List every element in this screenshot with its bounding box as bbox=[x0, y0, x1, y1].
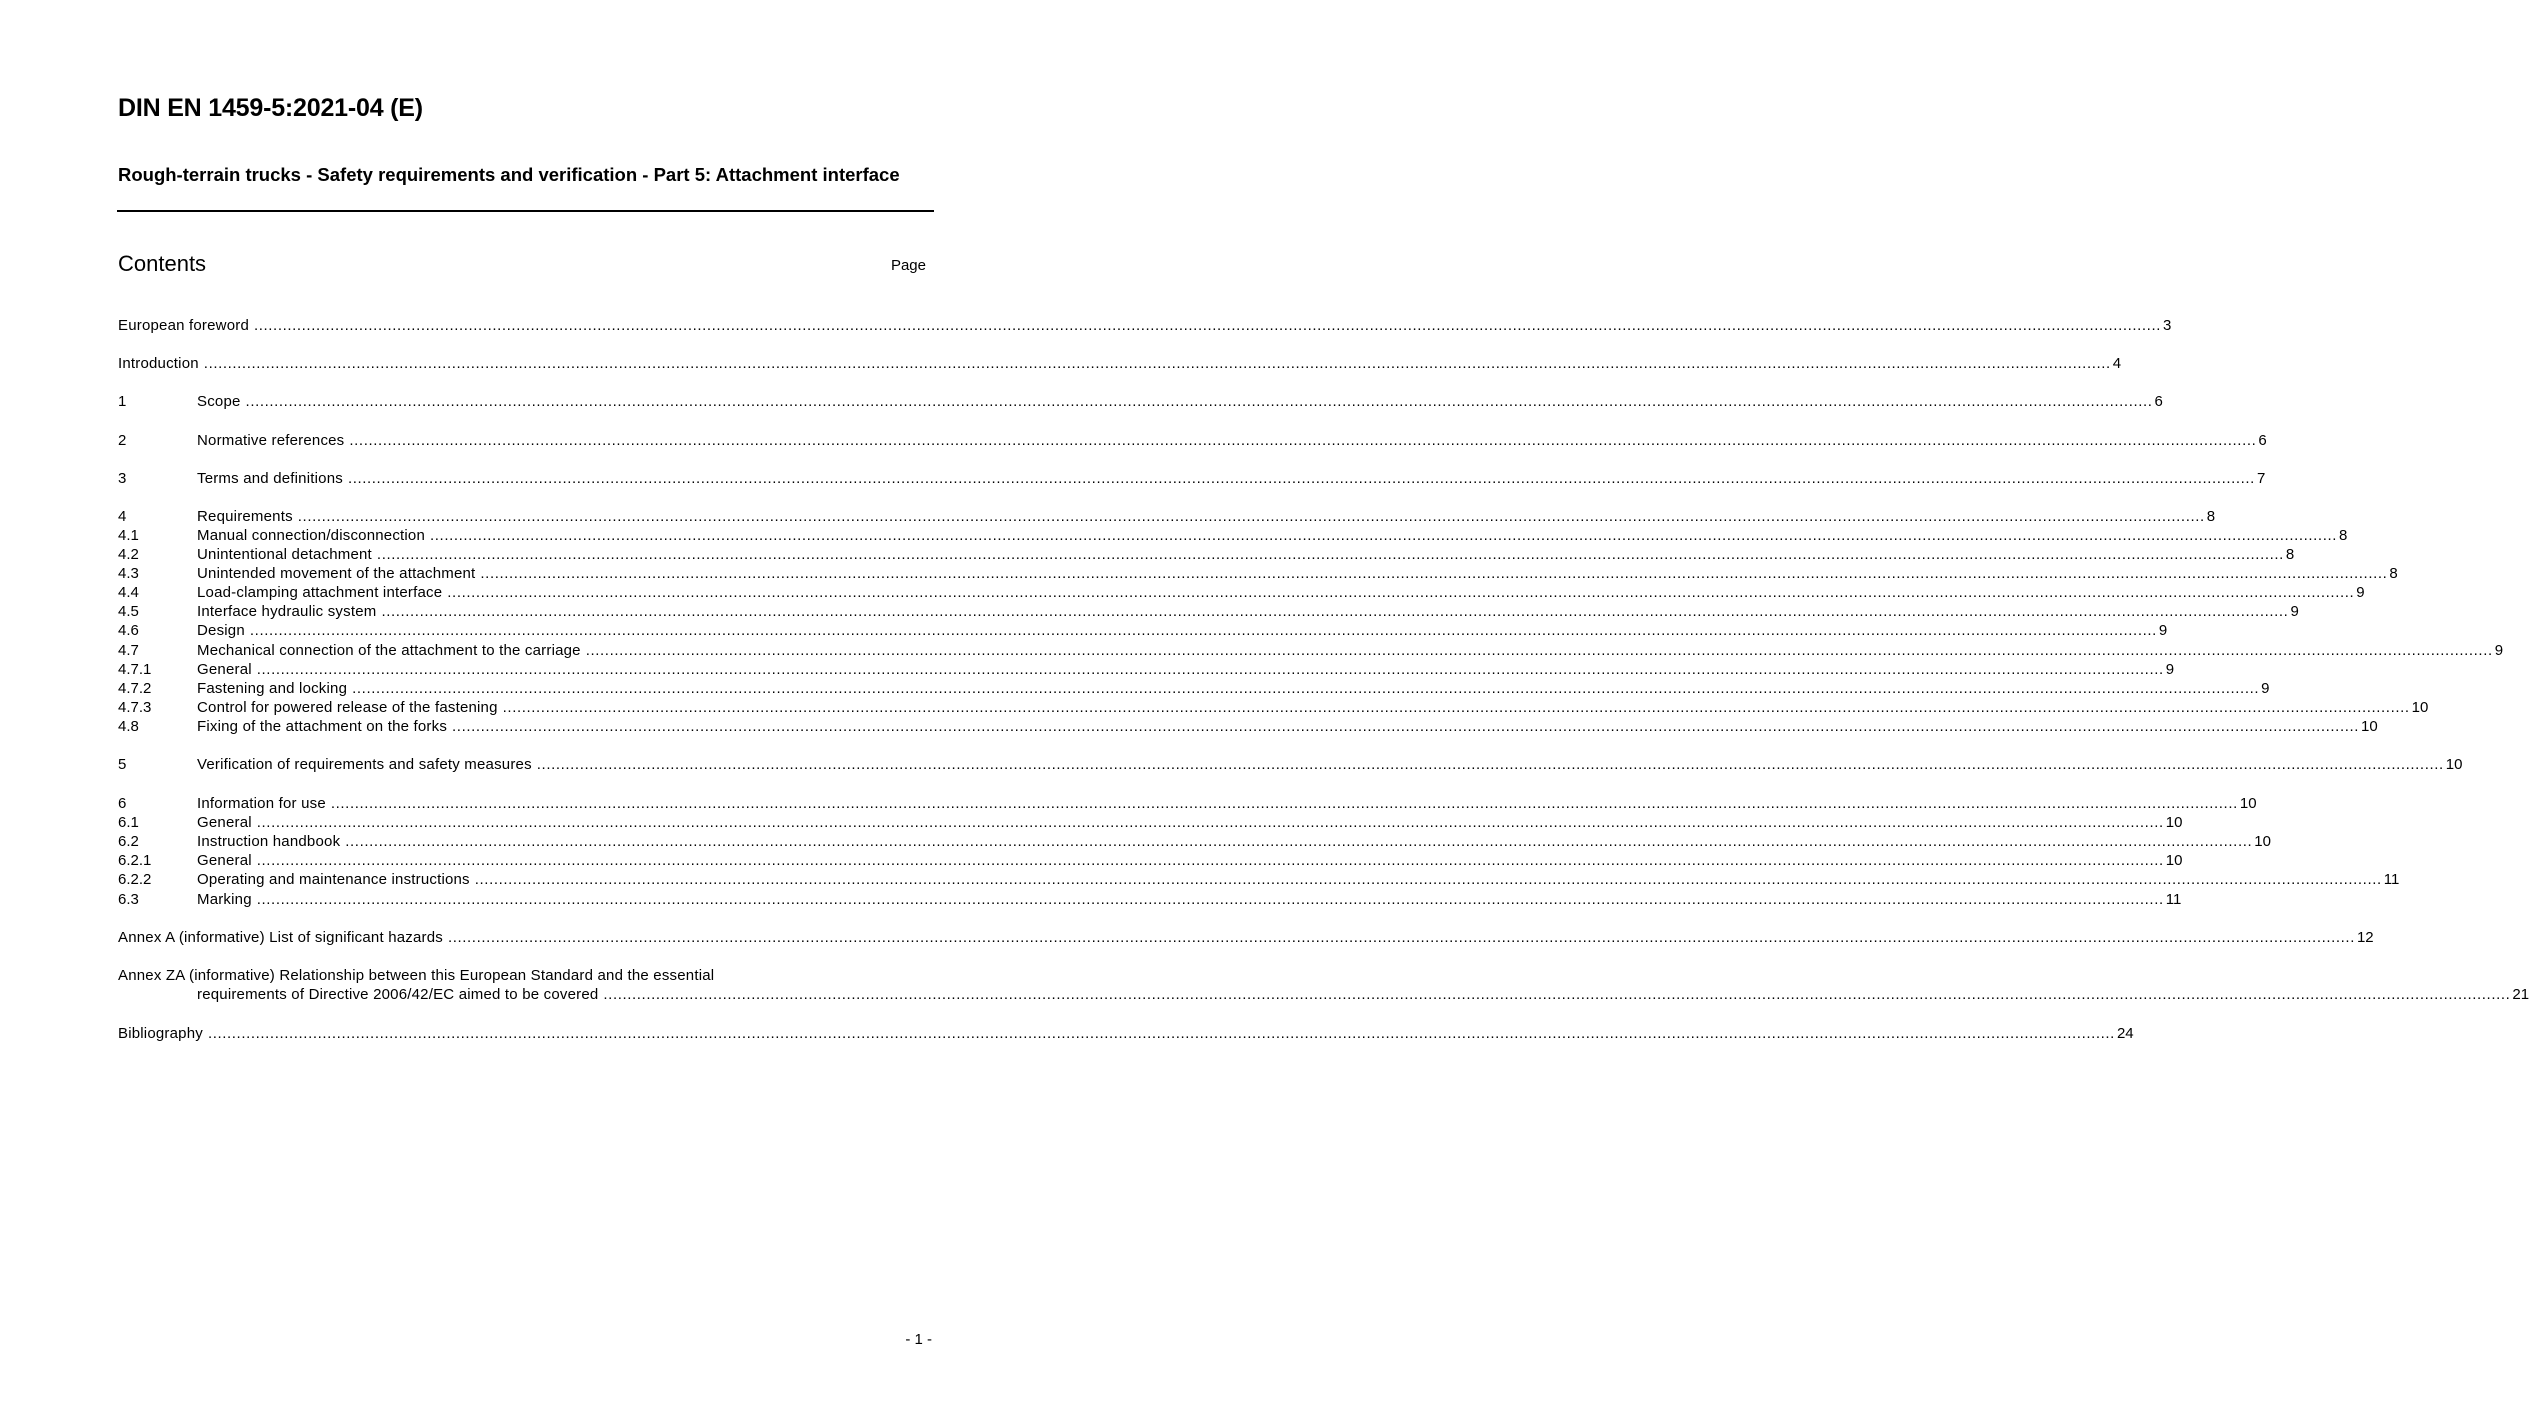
toc-entry-title: Load-clamping attachment interface bbox=[197, 584, 443, 601]
page-number: - 1 - bbox=[905, 1331, 932, 1348]
contents-heading: Contents bbox=[118, 251, 207, 276]
toc-entry-number: 4.8 bbox=[118, 718, 139, 735]
toc-entry-number: 6.2 bbox=[118, 833, 139, 850]
toc-entry-number: 4.6 bbox=[118, 622, 139, 639]
toc-entry-number: 2 bbox=[118, 432, 127, 449]
toc-leader-dots: ................................................................................................................................................................................................................................................................................................................................................................................................................ bbox=[349, 432, 2257, 449]
toc-entry-page: 9 bbox=[2261, 680, 2270, 697]
page-column-label: Page bbox=[890, 257, 926, 274]
toc-entry[interactable] bbox=[118, 526, 2348, 545]
toc-leader-dots: ................................................................................................................................................................................................................................................................................................................................................................................................................ bbox=[347, 470, 2255, 487]
toc-leader-dots: ................................................................................................................................................................................................................................................................................................................................................................................................................ bbox=[376, 546, 2284, 563]
toc-entry-title: Unintended movement of the attachment bbox=[197, 565, 476, 582]
toc-entry-page: 8 bbox=[2285, 546, 2295, 563]
toc-entry-page: 10 bbox=[2411, 699, 2429, 716]
toc-leader-dots: ................................................................................................................................................................................................................................................................................................................................................................................................................ bbox=[502, 699, 2410, 716]
toc-entry-title: General bbox=[197, 852, 252, 869]
toc-entry-number: 4.3 bbox=[118, 565, 139, 582]
toc-entry-title: General bbox=[197, 814, 252, 831]
toc-entry-number: 6.3 bbox=[118, 891, 139, 908]
toc-entry-title: Mechanical connection of the attachment to the carriage bbox=[197, 642, 581, 659]
toc-entry[interactable] bbox=[118, 717, 2378, 736]
toc-entry[interactable] bbox=[118, 698, 2429, 717]
toc-entry-title: Bibliography bbox=[118, 1025, 203, 1042]
title-divider bbox=[117, 210, 934, 212]
toc-entry[interactable] bbox=[118, 851, 2183, 870]
toc-entry-title: Fixing of the attachment on the forks bbox=[197, 718, 448, 735]
toc-entry-page: 7 bbox=[2256, 470, 2266, 487]
toc-leader-dots: ................................................................................................................................................................................................................................................................................................................................................................................................................ bbox=[447, 929, 2355, 946]
toc-entry[interactable] bbox=[118, 469, 2266, 488]
toc-leader-dots: ................................................................................................................................................................................................................................................................................................................................................................................................................ bbox=[480, 565, 2388, 582]
document-id: DIN EN 1459-5:2021-04 (E) bbox=[118, 94, 423, 122]
toc-entry-title: Verification of requirements and safety measures bbox=[197, 756, 532, 773]
toc-leader-dots: ................................................................................................................................................................................................................................................................................................................................................................................................................ bbox=[536, 756, 2444, 773]
toc-entry-title: Operating and maintenance instructions bbox=[197, 871, 470, 888]
toc-entry-number: 1 bbox=[118, 393, 127, 410]
toc-entry-number: 4.7.1 bbox=[118, 661, 152, 678]
toc-entry-page: 12 bbox=[2356, 929, 2374, 946]
toc-leader-dots: ................................................................................................................................................................................................................................................................................................................................................................................................................ bbox=[245, 393, 2153, 410]
toc-entry-number: 4.7.3 bbox=[118, 699, 152, 716]
toc-entry[interactable] bbox=[118, 545, 2295, 564]
toc-entry-line1[interactable]: Annex ZA (informative) Relationship between this European Standard and the essential bbox=[118, 967, 715, 984]
toc-entry[interactable] bbox=[118, 392, 2163, 411]
toc-leader-dots: ................................................................................................................................................................................................................................................................................................................................................................................................................ bbox=[381, 603, 2289, 620]
toc-entry-title: General bbox=[197, 661, 252, 678]
toc-leader-dots: ................................................................................................................................................................................................................................................................................................................................................................................................................ bbox=[256, 661, 2164, 678]
toc-entry-page: 9 bbox=[2290, 603, 2299, 620]
toc-entry-page: 6 bbox=[2258, 432, 2267, 449]
toc-leader-dots: ................................................................................................................................................................................................................................................................................................................................................................................................................ bbox=[474, 871, 2382, 888]
toc-leader-dots: ................................................................................................................................................................................................................................................................................................................................................................................................................ bbox=[256, 852, 2164, 869]
toc-leader-dots: ................................................................................................................................................................................................................................................................................................................................................................................................................ bbox=[352, 680, 2260, 697]
toc-entry-number: 4.2 bbox=[118, 546, 139, 563]
toc-entry-title: Scope bbox=[197, 393, 241, 410]
toc-entry-title: Introduction bbox=[118, 355, 199, 372]
toc-leader-dots: ................................................................................................................................................................................................................................................................................................................................................................................................................ bbox=[256, 814, 2164, 831]
toc-entry-number: 4.1 bbox=[118, 527, 139, 544]
toc-leader-dots: ................................................................................................................................................................................................................................................................................................................................................................................................................ bbox=[203, 355, 2111, 372]
toc-entry-page: 9 bbox=[2165, 661, 2175, 678]
toc-entry-page: 9 bbox=[2158, 622, 2168, 639]
toc-entry-title: Terms and definitions bbox=[197, 470, 343, 487]
toc-entry[interactable] bbox=[118, 794, 2257, 813]
toc-entry-page: 8 bbox=[2206, 508, 2216, 525]
toc-leader-dots: ................................................................................................................................................................................................................................................................................................................................................................................................................ bbox=[297, 508, 2205, 525]
toc-entry[interactable] bbox=[118, 641, 2504, 660]
toc-entry[interactable] bbox=[118, 832, 2271, 851]
toc-leader-dots: ................................................................................................................................................................................................................................................................................................................................................................................................................ bbox=[452, 718, 2360, 735]
toc-leader-dots: ................................................................................................................................................................................................................................................................................................................................................................................................................ bbox=[253, 317, 2161, 334]
toc-entry-page: 6 bbox=[2154, 393, 2163, 410]
toc-entry-page: 4 bbox=[2112, 355, 2122, 372]
toc-entry[interactable] bbox=[118, 1024, 2134, 1043]
toc-entry-title: Annex A (informative) List of significant hazards bbox=[118, 929, 443, 946]
toc-entry-number: 4.7 bbox=[118, 642, 139, 659]
toc-entry-title: European foreword bbox=[118, 317, 249, 334]
toc-entry-title: Fastening and locking bbox=[197, 680, 348, 697]
toc-entry-number: 6 bbox=[118, 795, 127, 812]
toc-entry-page: 10 bbox=[2254, 833, 2271, 850]
toc-entry-page: 10 bbox=[2361, 718, 2378, 735]
toc-entry[interactable] bbox=[118, 928, 2374, 947]
toc-entry-page: 10 bbox=[2445, 756, 2463, 773]
toc-entry-number: 6.2.1 bbox=[118, 852, 152, 869]
toc-leader-dots: ................................................................................................................................................................................................................................................................................................................................................................................................................ bbox=[430, 527, 2338, 544]
toc-leader-dots: ................................................................................................................................................................................................................................................................................................................................................................................................................ bbox=[603, 986, 2511, 1003]
toc-entry[interactable] bbox=[118, 316, 2172, 335]
toc-entry-page: 10 bbox=[2239, 795, 2257, 812]
toc-entry-title: Unintentional detachment bbox=[197, 546, 372, 563]
toc-entry-title: Interface hydraulic system bbox=[197, 603, 377, 620]
toc-entry[interactable] bbox=[118, 507, 2216, 526]
toc-entry[interactable] bbox=[118, 755, 2463, 774]
toc-entry[interactable] bbox=[118, 890, 2182, 909]
toc-entry-page: 10 bbox=[2165, 852, 2183, 869]
toc-entry-page: 10 bbox=[2165, 814, 2183, 831]
toc-leader-dots: ................................................................................................................................................................................................................................................................................................................................................................................................................ bbox=[330, 795, 2238, 812]
toc-entry-title: Design bbox=[197, 622, 245, 639]
toc-entry-title: Marking bbox=[197, 891, 252, 908]
toc-entry-page: 11 bbox=[2383, 871, 2400, 888]
toc-entry[interactable] bbox=[118, 660, 2175, 679]
toc-entry-number: 4.5 bbox=[118, 603, 139, 620]
toc-entry-number: 4 bbox=[118, 508, 127, 525]
toc-entry-page: 3 bbox=[2162, 317, 2172, 334]
toc-entry-number: 4.7.2 bbox=[118, 680, 152, 697]
toc-entry-title: Requirements bbox=[197, 508, 293, 525]
toc-leader-dots: ................................................................................................................................................................................................................................................................................................................................................................................................................ bbox=[585, 642, 2493, 659]
toc-entry-number: 6.1 bbox=[118, 814, 139, 831]
toc-entry[interactable] bbox=[118, 602, 2299, 621]
toc-entry-page: 21 bbox=[2512, 986, 2529, 1003]
toc-entry-title: Control for powered release of the fastening bbox=[197, 699, 498, 716]
toc-entry[interactable] bbox=[118, 813, 2183, 832]
toc-entry-page: 24 bbox=[2116, 1025, 2134, 1042]
toc-entry-number: 5 bbox=[118, 756, 127, 773]
toc-entry-number: 6.2.2 bbox=[118, 871, 152, 888]
toc-entry[interactable] bbox=[118, 564, 2398, 583]
toc-entry-title: Manual connection/disconnection bbox=[197, 527, 426, 544]
toc-entry-page: 11 bbox=[2165, 891, 2182, 908]
toc-entry-page: 9 bbox=[2356, 584, 2365, 601]
toc-entry[interactable] bbox=[118, 354, 2122, 373]
toc-leader-dots: ................................................................................................................................................................................................................................................................................................................................................................................................................ bbox=[207, 1025, 2115, 1042]
toc-entry[interactable] bbox=[118, 583, 2365, 602]
toc-entry-title: Normative references bbox=[197, 432, 345, 449]
toc-entry[interactable] bbox=[118, 431, 2267, 450]
toc-entry[interactable] bbox=[118, 679, 2270, 698]
toc-entry-page: 8 bbox=[2339, 527, 2348, 544]
toc-entry-page: 9 bbox=[2494, 642, 2504, 659]
toc-leader-dots: ................................................................................................................................................................................................................................................................................................................................................................................................................ bbox=[256, 891, 2164, 908]
document-title: Rough-terrain trucks - Safety requirements and verification - Part 5: Attachment interface bbox=[118, 164, 900, 185]
toc-entry-number: 4.4 bbox=[118, 584, 139, 601]
toc-entry[interactable] bbox=[197, 985, 2529, 1004]
toc-entry-page: 8 bbox=[2389, 565, 2398, 582]
toc-leader-dots: ................................................................................................................................................................................................................................................................................................................................................................................................................ bbox=[345, 833, 2253, 850]
toc-leader-dots: ................................................................................................................................................................................................................................................................................................................................................................................................................ bbox=[447, 584, 2355, 601]
toc-entry-title: requirements of Directive 2006/42/EC aimed to be covered bbox=[197, 986, 599, 1003]
toc-entry-title: Instruction handbook bbox=[197, 833, 341, 850]
toc-leader-dots: ................................................................................................................................................................................................................................................................................................................................................................................................................ bbox=[249, 622, 2157, 639]
toc-entry[interactable] bbox=[118, 870, 2400, 889]
toc-entry-number: 3 bbox=[118, 470, 127, 487]
toc-entry-title: Information for use bbox=[197, 795, 326, 812]
toc-entry[interactable] bbox=[118, 621, 2168, 640]
